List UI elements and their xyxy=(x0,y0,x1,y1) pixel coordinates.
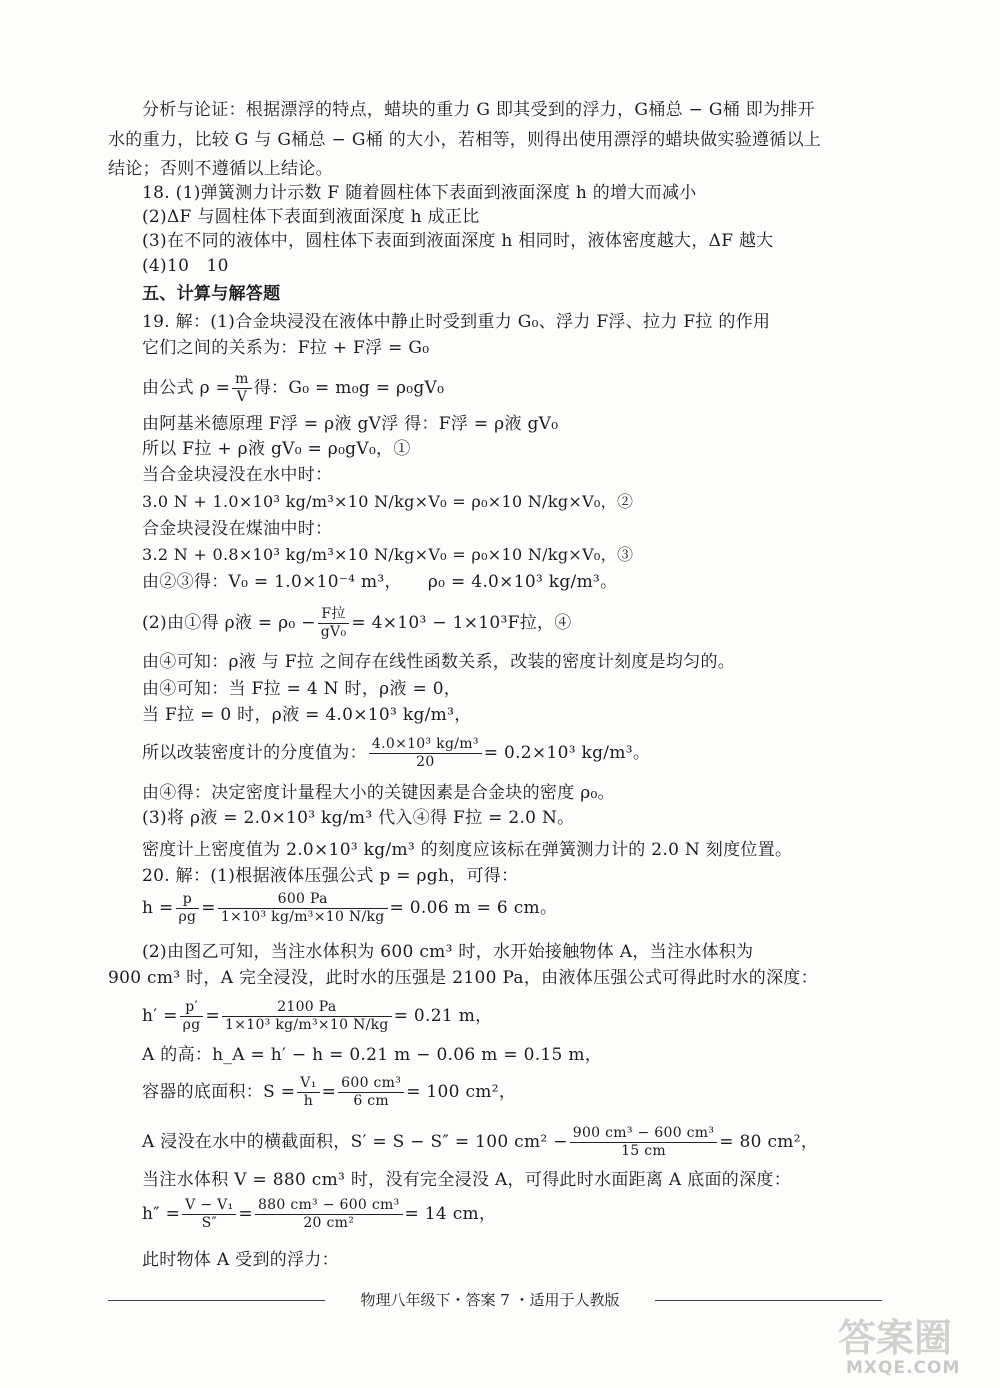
formula-tail: = 100 cm²， xyxy=(406,1082,517,1102)
formula-equals: = xyxy=(238,1204,253,1224)
fraction-denominator: 1×10³ kg/m³×10 N/kg xyxy=(220,909,385,925)
text-line: 它们之间的关系为：F拉 + F浮 = G₀ xyxy=(142,338,430,358)
fraction-numerator: 4.0×10³ kg/m³ xyxy=(369,736,482,754)
formula-lead: (2)由①得 ρ液 = ρ₀ − xyxy=(142,613,316,633)
text-line: (3)在不同的液体中，圆柱体下表面到液面深度 h 相同时，液体密度越大，ΔF 越大 xyxy=(142,231,774,251)
text-line: 此时物体 A 受到的浮力： xyxy=(142,1250,339,1270)
fraction xyxy=(232,371,252,406)
text-line: 合金块浸没在煤油中时： xyxy=(142,519,333,539)
formula-tail: = 0.21 m， xyxy=(393,1006,493,1026)
text-line: (2)由图乙可知，当注水体积为 600 cm³ 时，水开始接触物体 A，当注水体积为 xyxy=(142,942,754,962)
text-line: 由④可知：当 F拉 = 4 N 时，ρ液 = 0， xyxy=(142,679,462,699)
text-line: 3.0 N + 1.0×10³ kg/m³×10 N/kg×V₀ = ρ₀×10 N/kg×V₀，② xyxy=(142,492,634,511)
fraction-denominator: gV₀ xyxy=(320,624,347,640)
text-line: 所以 F拉 + ρ液 gV₀ = ρ₀gV₀，① xyxy=(142,439,411,459)
text-line: A 的高：h_A = h′ − h = 0.21 m − 0.06 m = 0.15 m， xyxy=(142,1045,603,1065)
fraction xyxy=(180,999,204,1034)
fraction-denominator: ρg xyxy=(182,1017,201,1033)
text-line: (4)10 10 xyxy=(142,256,229,276)
fraction-numerator: 900 cm³ − 600 cm³ xyxy=(570,1125,718,1143)
fraction xyxy=(218,891,388,926)
formula-tail: = 14 cm， xyxy=(404,1204,497,1224)
page-footer: 物理八年级下・答案 7 ・适用于人教版 xyxy=(325,1289,655,1311)
formula-lead: h′ = xyxy=(142,1006,178,1026)
fraction xyxy=(338,1075,404,1110)
text-line: 当 F拉 = 0 时，ρ液 = 4.0×10³ kg/m³， xyxy=(142,705,472,725)
fraction-denominator: 6 cm xyxy=(353,1093,390,1109)
footer-rule-left xyxy=(108,1300,328,1301)
formula-lead: A 浸没在水中的横截面积，S′ = S − S″ = 100 cm² − xyxy=(142,1132,568,1152)
footer-rule-right xyxy=(652,1300,882,1301)
formula-lead: 由公式 ρ = xyxy=(142,378,231,398)
watermark-glyph: 答案圈 xyxy=(838,1316,953,1360)
fraction-denominator: V xyxy=(236,389,248,405)
fraction-numerator: 2100 Pa xyxy=(222,999,392,1017)
text-line: 由④得：决定密度计量程大小的关键因素是合金块的密度 ρ₀。 xyxy=(142,783,615,803)
fraction xyxy=(570,1125,718,1160)
section-heading: 五、计算与解答题 xyxy=(142,284,281,304)
formula-line xyxy=(142,733,650,773)
fraction-numerator: 880 cm³ − 600 cm³ xyxy=(255,1197,403,1215)
text-line: 由②③得：V₀ = 1.0×10⁻⁴ m³， ρ₀ = 4.0×10³ kg/m³。 xyxy=(142,572,618,592)
text-line: 当注水体积 V = 880 cm³ 时，没有完全浸没 A，可得此时水面距离 A 底面的深度： xyxy=(142,1170,792,1190)
text-line: (2)ΔF 与圆柱体下表面到液面深度 h 成正比 xyxy=(142,207,480,227)
fraction-denominator: 15 cm xyxy=(621,1143,666,1159)
fraction-numerator: p xyxy=(176,891,200,909)
text-line: 由④可知：ρ液 与 F拉 之间存在线性函数关系，改装的密度计刻度是均匀的。 xyxy=(142,652,736,672)
text-line: 900 cm³ 时，A 完全浸没，此时水的压强是 2100 Pa，由液体压强公式可得此时水的深度： xyxy=(108,968,818,988)
text-line: 当合金块浸没在水中时： xyxy=(142,465,333,485)
fraction-numerator: 600 Pa xyxy=(218,891,388,909)
text-line: 由阿基米德原理 F浮 = ρ液 gV浮 得：F浮 = ρ液 gV₀ xyxy=(142,414,559,434)
formula-tail: = 80 cm²， xyxy=(719,1132,819,1152)
fraction xyxy=(297,1075,319,1110)
fraction-numerator: p′ xyxy=(180,999,204,1017)
fraction xyxy=(222,999,392,1034)
fraction xyxy=(369,736,482,771)
fraction-denominator: 20 xyxy=(416,754,435,770)
formula-lead: h = xyxy=(142,898,174,918)
fraction-numerator: V − V₁ xyxy=(182,1197,236,1215)
formula-tail: = 0.2×10³ kg/m³。 xyxy=(483,743,651,763)
formula-line xyxy=(142,1194,496,1234)
watermark-url: MXQE.COM xyxy=(846,1358,961,1378)
formula-tail: = 0.06 m = 6 cm。 xyxy=(389,898,558,918)
fraction-numerator: V₁ xyxy=(297,1075,319,1093)
fraction xyxy=(255,1197,403,1232)
fraction-denominator: 20 cm² xyxy=(303,1215,355,1231)
fraction-denominator: ρg xyxy=(178,909,197,925)
formula-line xyxy=(142,888,557,928)
formula-tail: 得：G₀ = m₀g = ρ₀gV₀ xyxy=(253,378,445,398)
text-line: 水的重力，比较 G 与 G桶总 − G桶 的大小，若相等，则得出使用漂浮的蜡块做实验遵循以上 xyxy=(108,130,822,150)
formula-line xyxy=(142,996,492,1036)
fraction-numerator: F拉 xyxy=(318,606,350,624)
text-line: (3)将 ρ液 = 2.0×10³ kg/m³ 代入④得 F拉 = 2.0 N。 xyxy=(142,808,575,828)
text-line: 19. 解：(1)合金块浸没在液体中静止时受到重力 G₀、浮力 F浮、拉力 F拉 的作用 xyxy=(142,312,771,332)
formula-line xyxy=(142,368,444,408)
formula-tail: = 4×10³ − 1×10³F拉，④ xyxy=(351,613,572,633)
formula-lead: 容器的底面积：S = xyxy=(142,1082,296,1102)
formula-equals: = xyxy=(201,898,216,918)
text-line: 密度计上密度值为 2.0×10³ kg/m³ 的刻度应该标在弹簧测力计的 2.0 N 刻度位置。 xyxy=(142,840,793,860)
fraction-numerator: m xyxy=(232,371,252,389)
watermark-logo xyxy=(838,1318,988,1380)
formula-line xyxy=(142,1072,516,1112)
formula-equals: = xyxy=(321,1082,337,1102)
formula-line xyxy=(142,603,572,643)
text-line: 3.2 N + 0.8×10³ kg/m³×10 N/kg×V₀ = ρ₀×10 N/kg×V₀，③ xyxy=(142,545,634,564)
fraction-denominator: 1×10³ kg/m³×10 N/kg xyxy=(225,1017,389,1033)
fraction-numerator: 600 cm³ xyxy=(338,1075,404,1093)
text-line: 结论；否则不遵循以上结论。 xyxy=(108,159,333,179)
fraction xyxy=(318,606,350,641)
fraction-denominator: h xyxy=(303,1093,314,1109)
text-line: 分析与论证：根据漂浮的特点，蜡块的重力 G 即其受到的浮力，G桶总 − G桶 即为排开 xyxy=(142,100,815,120)
text-line: 20. 解：(1)根据液体压强公式 p = ρgh，可得： xyxy=(142,866,519,886)
fraction xyxy=(182,1197,236,1232)
formula-lead: 所以改装密度计的分度值为： xyxy=(142,743,367,763)
fraction-denominator: S″ xyxy=(201,1215,217,1231)
fraction xyxy=(176,891,200,926)
text-line: 18. (1)弹簧测力计示数 F 随着圆柱体下表面到液面深度 h 的增大而减小 xyxy=(142,183,697,203)
formula-equals: = xyxy=(205,1006,221,1026)
formula-line xyxy=(142,1122,818,1162)
formula-lead: h″ = xyxy=(142,1204,181,1224)
